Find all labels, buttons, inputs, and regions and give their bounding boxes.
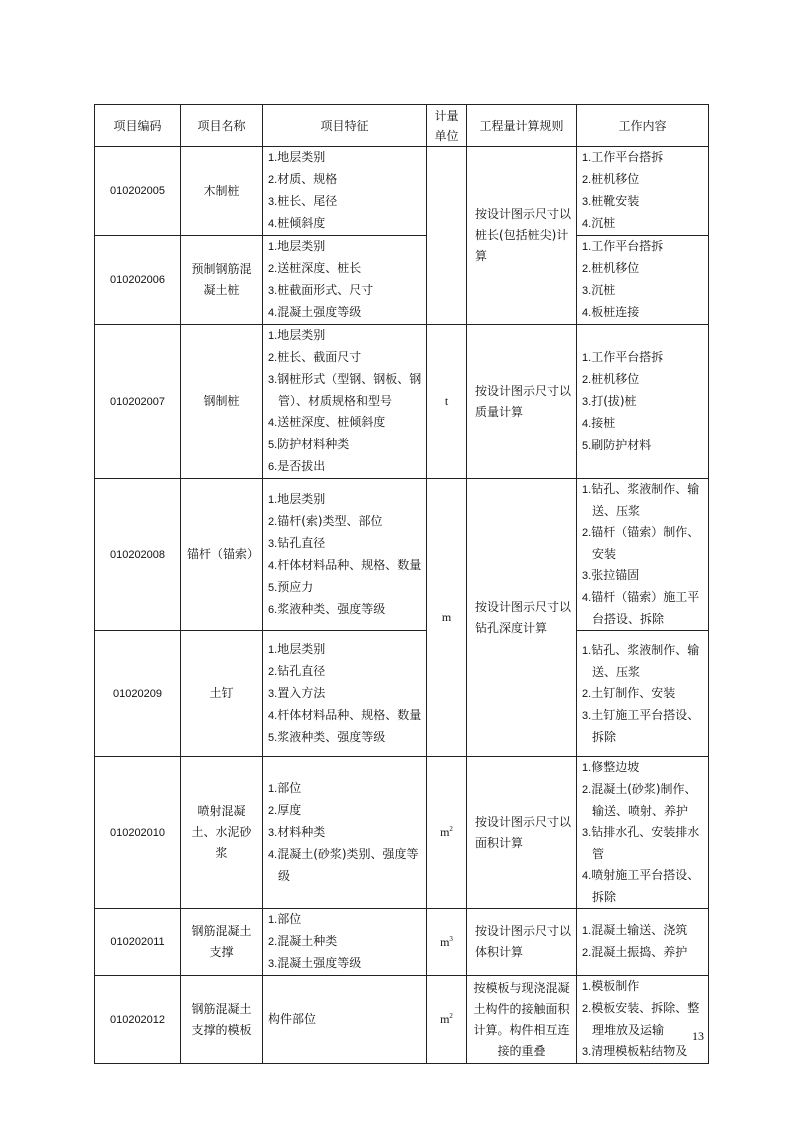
- item-name: 喷射混凝土、水泥砂浆: [181, 757, 263, 909]
- table-header-row: [95, 105, 709, 147]
- list-item: 4.杆体材料品种、规格、数量: [268, 707, 422, 722]
- list-item: 3.置入方法: [268, 685, 326, 700]
- table-row: [95, 631, 709, 757]
- list-item: 2.混凝土振捣、养护: [582, 945, 688, 959]
- work-content: [577, 909, 709, 976]
- list-item: 2.混凝土种类: [268, 934, 338, 948]
- list-item: 4.送桩深度、桩倾斜度: [268, 415, 386, 429]
- list-item: 3.桩截面形式、尺寸: [268, 283, 374, 297]
- quantity-calculation-table: [94, 104, 709, 1064]
- item-features: [263, 147, 427, 236]
- list-item: 1.部位: [268, 781, 302, 795]
- list-item: 2.厚度: [268, 803, 302, 817]
- list-item: 1.修整边坡: [582, 760, 640, 774]
- item-features: [263, 479, 427, 631]
- header-calc-rule: 工程量计算规则: [467, 105, 577, 147]
- item-code: 01020209: [95, 631, 181, 757]
- item-name: 钢筋混凝土支撑的模板: [181, 976, 263, 1064]
- unit-cell: $m^2$: [427, 976, 467, 1064]
- item-code: 010202011: [95, 909, 181, 976]
- calc-rule: 按设计图示尺寸以质量计算: [467, 325, 577, 479]
- list-item: 4.沉桩: [582, 216, 616, 230]
- header-item-name: 项目名称: [181, 105, 263, 147]
- list-item: 2.桩机移位: [582, 371, 640, 386]
- item-code: 010202010: [95, 757, 181, 909]
- list-item: 3.张拉锚固: [582, 568, 640, 582]
- list-item: 2.送桩深度、桩长: [268, 261, 362, 275]
- calc-rule: 按设计图示尺寸以桩长(包括桩尖)计算: [467, 147, 577, 325]
- item-features: [263, 325, 427, 479]
- list-item: 2.钻孔直径: [268, 663, 326, 678]
- list-item: 2.桩长、截面尺寸: [268, 350, 362, 364]
- table-row: [95, 757, 709, 909]
- item-features: [263, 631, 427, 757]
- calc-rule: 按设计图示尺寸以钻孔深度计算: [467, 479, 577, 757]
- list-item: 3.钢桩形式（型钢、钢板、钢管）、材质规格和型号: [268, 372, 422, 408]
- item-name: 钢筋混凝土支撑: [181, 909, 263, 976]
- table-row: [95, 909, 709, 976]
- list-item: 5.浆液种类、强度等级: [268, 729, 386, 744]
- list-item: 3.打(拔)桩: [582, 393, 637, 408]
- list-item: 1.地层类别: [268, 491, 326, 506]
- unit-cell: m: [427, 479, 467, 757]
- item-code: 010202005: [95, 147, 181, 236]
- header-work-content: 工作内容: [577, 105, 709, 147]
- list-item: 4.板桩连接: [582, 305, 640, 319]
- item-code: 010202008: [95, 479, 181, 631]
- item-code: 010202012: [95, 976, 181, 1064]
- list-item: 1.模板制作: [582, 979, 640, 993]
- list-item: 1.部位: [268, 912, 302, 926]
- unit-cell: $m^2$: [427, 757, 467, 909]
- list-item: 2.桩机移位: [582, 172, 640, 186]
- item-name: 钢制桩: [181, 325, 263, 479]
- table-row: [95, 236, 709, 325]
- item-name: 木制桩: [181, 147, 263, 236]
- list-item: 1.钻孔、浆液制作、输送、压浆: [582, 642, 700, 679]
- list-item: 1.地层类别: [268, 328, 326, 342]
- item-name: 锚杆（锚索）: [181, 479, 263, 631]
- page-number: 13: [692, 1029, 704, 1043]
- list-item: 构件部位: [268, 1012, 317, 1026]
- table-row: [95, 976, 709, 1064]
- table-row: [95, 479, 709, 631]
- list-item: 2.模板安装、拆除、整理堆放及运输: [582, 1001, 700, 1037]
- header-item-features: 项目特征: [263, 105, 427, 147]
- list-item: 1.钻孔、浆液制作、输送、压浆: [582, 482, 700, 518]
- list-item: 4.杆体材料品种、规格、数量: [268, 557, 422, 572]
- list-item: 1.地层类别: [268, 239, 326, 253]
- work-content: [577, 757, 709, 909]
- work-content: [577, 147, 709, 236]
- unit-cell: [427, 147, 467, 325]
- header-unit: 计量单位: [427, 105, 467, 147]
- item-features: [263, 757, 427, 909]
- list-item: 3.桩靴安装: [582, 194, 640, 208]
- item-name: 土钉: [181, 631, 263, 757]
- list-item: 3.材料种类: [268, 825, 326, 839]
- list-item: 6.是否拔出: [268, 459, 326, 473]
- list-item: 2.混凝土(砂浆)制作、输送、喷射、养护: [582, 782, 697, 818]
- list-item: 1.工作平台搭拆: [582, 239, 664, 253]
- list-item: 2.土钉制作、安装: [582, 685, 676, 700]
- table-row: [95, 325, 709, 479]
- list-item: 5.刷防护材料: [582, 437, 652, 452]
- unit-cell: t: [427, 325, 467, 479]
- table-row: [95, 147, 709, 236]
- list-item: 2.锚杆(索)类型、部位: [268, 513, 383, 528]
- list-item: 4.混凝土强度等级: [268, 305, 362, 319]
- work-content: [577, 236, 709, 325]
- list-item: 2.材质、规格: [268, 172, 338, 186]
- list-item: 3.沉桩: [582, 283, 616, 297]
- list-item: 5.预应力: [268, 579, 314, 594]
- list-item: 3.清理模板粘结物及: [582, 1044, 688, 1058]
- work-content: [577, 976, 709, 1064]
- calc-rule: 按设计图示尺寸以面积计算: [467, 757, 577, 909]
- list-item: 3.钻孔直径: [268, 535, 326, 550]
- list-item: 1.工作平台搭拆: [582, 349, 664, 364]
- work-content: [577, 479, 709, 631]
- calc-rule: 按模板与现浇混凝土构件的接触面积计算。构件相互连接的重叠: [467, 976, 577, 1064]
- list-item: 4.锚杆（锚索）施工平台搭设、拆除: [582, 590, 700, 626]
- list-item: 1.混凝土输送、浇筑: [582, 923, 688, 937]
- item-code: 010202006: [95, 236, 181, 325]
- item-features: [263, 976, 427, 1064]
- item-code: 010202007: [95, 325, 181, 479]
- calc-rule: 按设计图示尺寸以体积计算: [467, 909, 577, 976]
- item-name: 预制钢筋混凝土桩: [181, 236, 263, 325]
- item-features: [263, 909, 427, 976]
- list-item: 4.喷射施工平台搭设、拆除: [582, 868, 700, 904]
- header-item-code: 项目编码: [95, 105, 181, 147]
- list-item: 1.地层类别: [268, 641, 326, 656]
- list-item: 3.土钉施工平台搭设、拆除: [582, 707, 700, 744]
- list-item: 4.混凝土(砂浆)类别、强度等级: [268, 847, 419, 883]
- list-item: 4.桩倾斜度: [268, 216, 326, 230]
- list-item: 4.接桩: [582, 415, 616, 430]
- list-item: 3.混凝土强度等级: [268, 956, 362, 970]
- list-item: 2.桩机移位: [582, 261, 640, 275]
- list-item: 1.地层类别: [268, 150, 326, 164]
- list-item: 3.桩长、尾径: [268, 194, 338, 208]
- list-item: 2.锚杆（锚索）制作、安装: [582, 525, 700, 561]
- work-content: [577, 631, 709, 757]
- list-item: 5.防护材料种类: [268, 437, 350, 451]
- list-item: 6.浆液种类、强度等级: [268, 601, 386, 616]
- unit-cell: $m^3$: [427, 909, 467, 976]
- list-item: 1.工作平台搭拆: [582, 150, 664, 164]
- list-item: 3.钻排水孔、安装排水管: [582, 825, 700, 861]
- item-features: [263, 236, 427, 325]
- work-content: [577, 325, 709, 479]
